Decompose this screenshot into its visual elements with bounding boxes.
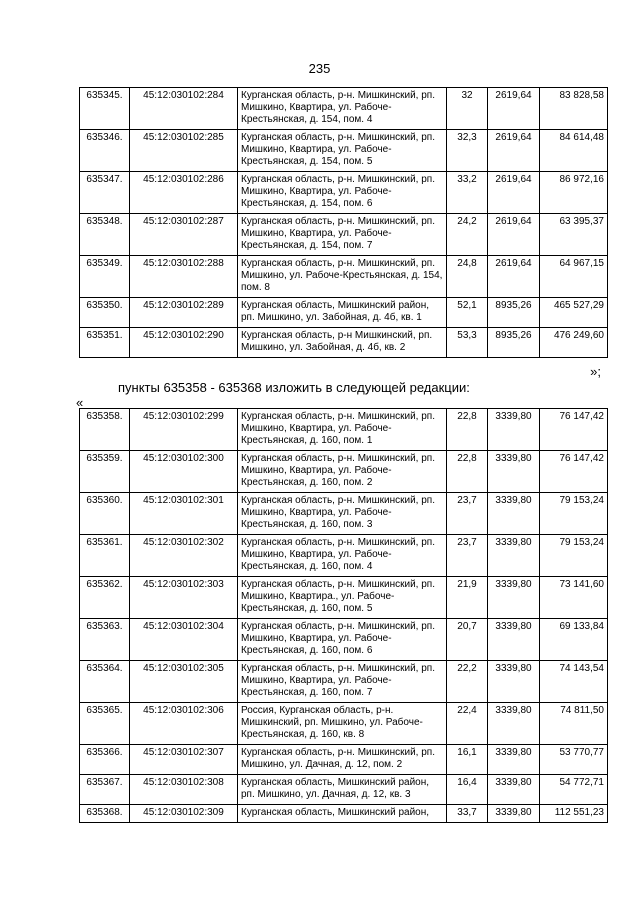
rate-cell: 2619,64 <box>488 130 540 172</box>
cadastral-number-cell: 45:12:030102:287 <box>130 214 238 256</box>
row-number-cell: 635361. <box>80 535 130 577</box>
table-row <box>80 130 608 172</box>
rate-cell: 2619,64 <box>488 88 540 130</box>
cadastral-number-cell: 45:12:030102:299 <box>130 409 238 451</box>
table-row <box>80 409 608 451</box>
cadastral-value-cell: 74 811,50 <box>540 703 608 745</box>
cadastral-value-cell: 54 772,71 <box>540 775 608 805</box>
row-number-cell: 635348. <box>80 214 130 256</box>
area-cell: 24,8 <box>447 256 488 298</box>
area-cell: 32 <box>447 88 488 130</box>
table-row <box>80 535 608 577</box>
row-number-cell: 635358. <box>80 409 130 451</box>
table-row <box>80 619 608 661</box>
area-cell: 21,9 <box>447 577 488 619</box>
row-number-cell: 635365. <box>80 703 130 745</box>
cadastral-number-cell: 45:12:030102:302 <box>130 535 238 577</box>
cadastral-value-cell: 53 770,77 <box>540 745 608 775</box>
cadastral-value-cell: 63 395,37 <box>540 214 608 256</box>
area-cell: 22,8 <box>447 409 488 451</box>
cadastral-value-cell: 79 153,24 <box>540 535 608 577</box>
address-cell: Курганская область, Мишкинский район, рп. Мишкино, ул. Забойная, д. 4б, кв. 1 <box>238 298 447 328</box>
address-cell: Курганская область, р-н. Мишкинский, рп. Мишкино, ул. Рабоче-Крестьянская, д. 154, пом. 8 <box>238 256 447 298</box>
cadastral-value-cell: 465 527,29 <box>540 298 608 328</box>
cadastral-number-cell: 45:12:030102:284 <box>130 88 238 130</box>
address-cell: Курганская область, р-н. Мишкинский, рп. Мишкино, Квартира, ул. Рабоче-Крестьянская, д. 160, пом. 7 <box>238 661 447 703</box>
property-table-1 <box>79 87 608 358</box>
cadastral-number-cell: 45:12:030102:289 <box>130 298 238 328</box>
rate-cell: 3339,80 <box>488 619 540 661</box>
cadastral-number-cell: 45:12:030102:303 <box>130 577 238 619</box>
cadastral-value-cell: 69 133,84 <box>540 619 608 661</box>
rate-cell: 2619,64 <box>488 214 540 256</box>
cadastral-value-cell: 476 249,60 <box>540 328 608 358</box>
table-row <box>80 661 608 703</box>
table-row <box>80 328 608 358</box>
area-cell: 22,4 <box>447 703 488 745</box>
cadastral-number-cell: 45:12:030102:301 <box>130 493 238 535</box>
cadastral-number-cell: 45:12:030102:307 <box>130 745 238 775</box>
address-cell: Курганская область, р-н. Мишкинский, рп. Мишкино, Квартира, ул. Рабоче-Крестьянская, д. 160, пом. 1 <box>238 409 447 451</box>
area-cell: 52,1 <box>447 298 488 328</box>
area-cell: 24,2 <box>447 214 488 256</box>
rate-cell: 2619,64 <box>488 172 540 214</box>
address-cell: Курганская область, р-н. Мишкинский, рп. Мишкино, ул. Дачная, д. 12, пом. 2 <box>238 745 447 775</box>
address-cell: Курганская область, р-н. Мишкинский, рп. Мишкино, Квартира, ул. Рабоче-Крестьянская, д. 154, пом. 4 <box>238 88 447 130</box>
address-cell: Курганская область, р-н. Мишкинский, рп. Мишкино, Квартира, ул. Рабоче-Крестьянская, д. 154, пом. 6 <box>238 172 447 214</box>
cadastral-number-cell: 45:12:030102:309 <box>130 805 238 823</box>
area-cell: 23,7 <box>447 493 488 535</box>
cadastral-number-cell: 45:12:030102:300 <box>130 451 238 493</box>
row-number-cell: 635367. <box>80 775 130 805</box>
row-number-cell: 635363. <box>80 619 130 661</box>
address-cell: Курганская область, р-н. Мишкинский, рп. Мишкино, Квартира, ул. Рабоче-Крестьянская, д. 160, пом. 4 <box>238 535 447 577</box>
rate-cell: 3339,80 <box>488 535 540 577</box>
cadastral-value-cell: 74 143,54 <box>540 661 608 703</box>
property-table-2-body <box>80 409 608 823</box>
closing-quote: »; <box>590 364 601 379</box>
row-number-cell: 635362. <box>80 577 130 619</box>
cadastral-value-cell: 64 967,15 <box>540 256 608 298</box>
table-row <box>80 172 608 214</box>
cadastral-value-cell: 73 141,60 <box>540 577 608 619</box>
cadastral-number-cell: 45:12:030102:286 <box>130 172 238 214</box>
rate-cell: 2619,64 <box>488 256 540 298</box>
cadastral-number-cell: 45:12:030102:306 <box>130 703 238 745</box>
cadastral-value-cell: 83 828,58 <box>540 88 608 130</box>
address-cell: Курганская область, Мишкинский район, <box>238 805 447 823</box>
table-row <box>80 451 608 493</box>
rate-cell: 3339,80 <box>488 745 540 775</box>
cadastral-value-cell: 86 972,16 <box>540 172 608 214</box>
cadastral-value-cell: 76 147,42 <box>540 409 608 451</box>
cadastral-value-cell: 79 153,24 <box>540 493 608 535</box>
rate-cell: 3339,80 <box>488 661 540 703</box>
address-cell: Курганская область, Мишкинский район, рп. Мишкино, ул. Дачная, д. 12, кв. 3 <box>238 775 447 805</box>
row-number-cell: 635366. <box>80 745 130 775</box>
table-row <box>80 775 608 805</box>
area-cell: 16,1 <box>447 745 488 775</box>
address-cell: Курганская область, р-н. Мишкинский, рп. Мишкино, Квартира, ул. Рабоче-Крестьянская, д. 160, пом. 3 <box>238 493 447 535</box>
area-cell: 33,2 <box>447 172 488 214</box>
cadastral-value-cell: 112 551,23 <box>540 805 608 823</box>
row-number-cell: 635368. <box>80 805 130 823</box>
area-cell: 20,7 <box>447 619 488 661</box>
area-cell: 32,3 <box>447 130 488 172</box>
row-number-cell: 635347. <box>80 172 130 214</box>
cadastral-number-cell: 45:12:030102:285 <box>130 130 238 172</box>
row-number-cell: 635349. <box>80 256 130 298</box>
area-cell: 33,7 <box>447 805 488 823</box>
table-row <box>80 214 608 256</box>
row-number-cell: 635360. <box>80 493 130 535</box>
rate-cell: 3339,80 <box>488 451 540 493</box>
cadastral-number-cell: 45:12:030102:288 <box>130 256 238 298</box>
row-number-cell: 635364. <box>80 661 130 703</box>
table-row <box>80 805 608 823</box>
address-cell: Курганская область, р-н Мишкинский, рп. Мишкино, ул. Забойная, д. 4б, кв. 2 <box>238 328 447 358</box>
rate-cell: 3339,80 <box>488 805 540 823</box>
address-cell: Курганская область, р-н. Мишкинский, рп. Мишкино, Квартира, ул. Рабоче-Крестьянская, д. 160, пом. 2 <box>238 451 447 493</box>
row-number-cell: 635345. <box>80 88 130 130</box>
address-cell: Россия, Курганская область, р-н. Мишкинский, рп. Мишкино, ул. Рабоче-Крестьянская, д. 160, кв. 8 <box>238 703 447 745</box>
row-number-cell: 635350. <box>80 298 130 328</box>
rate-cell: 3339,80 <box>488 493 540 535</box>
table-row <box>80 88 608 130</box>
rate-cell: 3339,80 <box>488 775 540 805</box>
address-cell: Курганская область, р-н. Мишкинский, рп. Мишкино, Квартира, ул. Рабоче-Крестьянская, д. 154, пом. 7 <box>238 214 447 256</box>
area-cell: 16,4 <box>447 775 488 805</box>
table-row <box>80 298 608 328</box>
cadastral-number-cell: 45:12:030102:304 <box>130 619 238 661</box>
amendment-instruction: пункты 635358 - 635368 изложить в следующей редакции: <box>118 380 470 395</box>
property-table-1-body <box>80 88 608 358</box>
table-row <box>80 577 608 619</box>
cadastral-number-cell: 45:12:030102:290 <box>130 328 238 358</box>
address-cell: Курганская область, р-н. Мишкинский, рп. Мишкино, Квартира, ул. Рабоче-Крестьянская, д. 160, пом. 6 <box>238 619 447 661</box>
area-cell: 53,3 <box>447 328 488 358</box>
rate-cell: 3339,80 <box>488 409 540 451</box>
opening-quote: « <box>76 395 84 410</box>
rate-cell: 8935,26 <box>488 328 540 358</box>
cadastral-number-cell: 45:12:030102:308 <box>130 775 238 805</box>
address-cell: Курганская область, р-н. Мишкинский, рп. Мишкино, Квартира, ул. Рабоче-Крестьянская, д. 154, пом. 5 <box>238 130 447 172</box>
row-number-cell: 635359. <box>80 451 130 493</box>
rate-cell: 3339,80 <box>488 703 540 745</box>
area-cell: 22,2 <box>447 661 488 703</box>
table-row <box>80 493 608 535</box>
page-number: 235 <box>308 61 331 76</box>
rate-cell: 3339,80 <box>488 577 540 619</box>
row-number-cell: 635351. <box>80 328 130 358</box>
cadastral-value-cell: 76 147,42 <box>540 451 608 493</box>
row-number-cell: 635346. <box>80 130 130 172</box>
property-table-2 <box>79 408 608 823</box>
table-row <box>80 745 608 775</box>
table-row <box>80 703 608 745</box>
area-cell: 22,8 <box>447 451 488 493</box>
cadastral-number-cell: 45:12:030102:305 <box>130 661 238 703</box>
rate-cell: 8935,26 <box>488 298 540 328</box>
address-cell: Курганская область, р-н. Мишкинский, рп. Мишкино, Квартира., ул. Рабоче-Крестьянская, д. 160, пом. 5 <box>238 577 447 619</box>
cadastral-value-cell: 84 614,48 <box>540 130 608 172</box>
table-row <box>80 256 608 298</box>
area-cell: 23,7 <box>447 535 488 577</box>
